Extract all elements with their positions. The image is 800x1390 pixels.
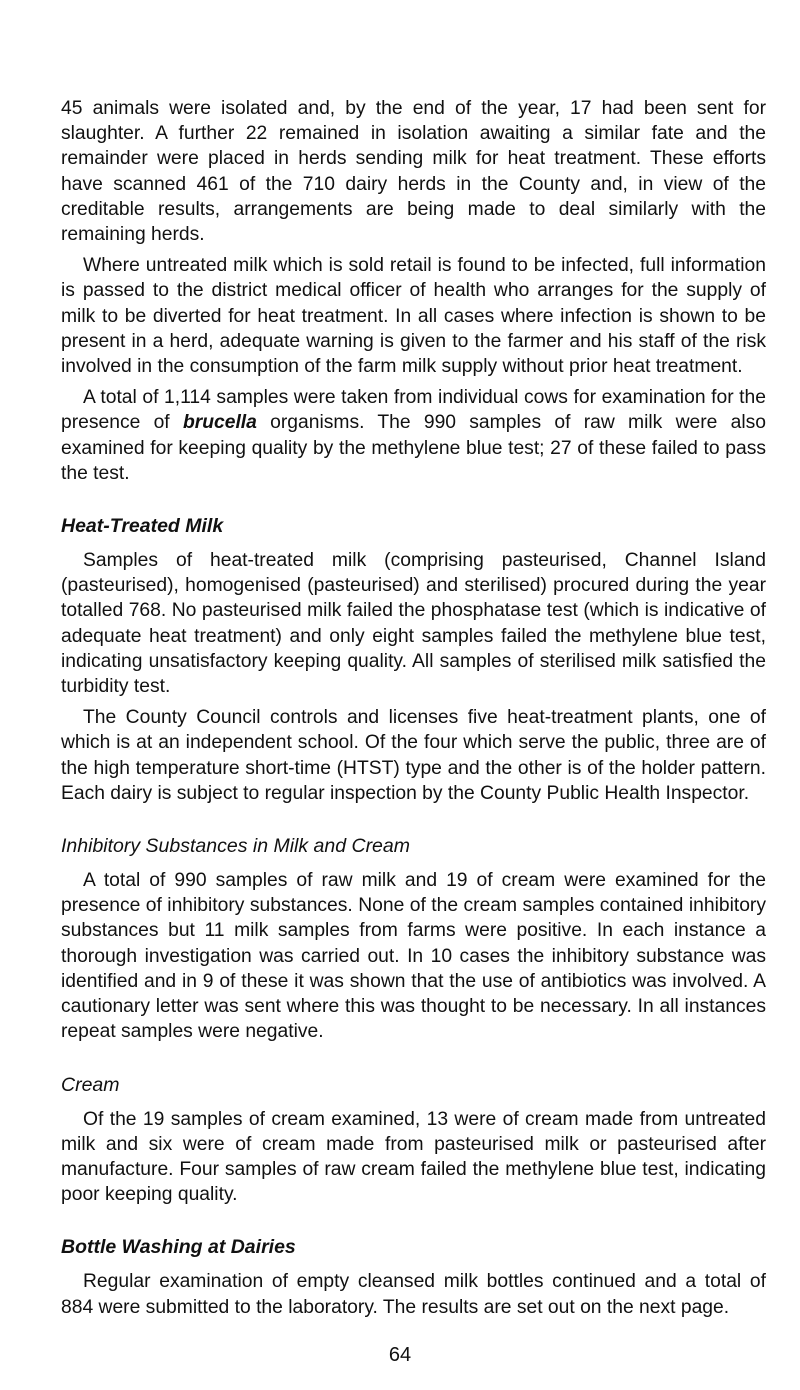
intro-paragraph-1: 45 animals were isolated and, by the end of the year, 17 had been sent for slaughter. A further 22 remained in isolation awaiting a similar fate and the remainder were placed in herds sending milk for heat treatment. These efforts have scanned 461 of the 710 dairy herds in the County and, in view of the creditable results, arrangements are being made to deal similarly with the remaining herds.: [61, 98, 766, 246]
section-heading-heat-treated-milk: Heat-Treated Milk: [61, 515, 224, 538]
bottle-washing-paragraph: Regular examination of empty cleansed milk bottles continued and a total of 884 were submitted to the laboratory. The results are set out on the next page.: [61, 1271, 766, 1318]
page-number: 64: [388, 1344, 412, 1366]
brucella-text-before: A total of 1,114 samples were taken from individual cows for examination for the presence of: [61, 387, 766, 434]
cream-paragraph: Of the 19 samples of cream examined, 13 were of cream made from untreated milk and six were of cream made from pasteurised milk or pasteurised after manufacture. Four samples of raw cream failed the methylene blue test, indicating poor keeping quality.: [61, 1108, 766, 1206]
document-page: [61, 96, 766, 1320]
intro-paragraph-2: Where untreated milk which is sold retail is found to be infected, full information is passed to the district medical officer of health who arranges for the supply of milk to be diverted for heat treatment. In all cases where infection is shown to be present in a herd, adequate warning is given to the farmer and his staff of the risk involved in the consumption of the farm milk supply without prior heat treatment.: [61, 255, 766, 378]
heat-treated-paragraph-2: The County Council controls and licenses five heat-treatment plants, one of which is at an independent school. Of the four which serve the public, three are of the high temperature short-time (HTST) type and the other is of the holder pattern. Each dairy is subject to regular inspection by the County Public Health Inspector.: [61, 707, 766, 804]
heat-treated-paragraph-1: Samples of heat-treated milk (comprising pasteurised, Channel Island (pasteurised), homogenised (pasteurised) and sterilised) procured during the year totalled 768. No pasteurised milk failed the phosphatase test (which is indicative of adequate heat treatment) and only eight samples failed the methylene blue test, indicating unsatisfactory keeping quality. All samples of sterilised milk satisfied the turbidity test.: [61, 550, 766, 698]
brucella-text-after: organisms. The 990 samples of raw milk were also examined for keeping quality by the methylene blue test; 27 of these failed to pass the test.: [61, 412, 766, 484]
inhibitory-paragraph: A total of 990 samples of raw milk and 19 of cream were examined for the presence of inhibitory substances. None of the cream samples contained inhibitory substances but 11 milk samples from farms were positive. In each instance a thorough investigation was carried out. In 10 cases the inhibitory substance was identified and in 9 of these it was shown that the use of antibiotics was involved. A cautionary letter was sent where this was thought to be necessary. In all instances repeat samples were negative.: [61, 870, 766, 1043]
brucella-term: brucella: [182, 412, 257, 434]
section-heading-bottle-washing: Bottle Washing at Dairies: [61, 1236, 296, 1259]
brucella-paragraph: [61, 385, 766, 486]
section-heading-inhibitory-substances: Inhibitory Substances in Milk and Cream: [61, 835, 410, 858]
section-heading-cream: Cream: [61, 1073, 120, 1096]
